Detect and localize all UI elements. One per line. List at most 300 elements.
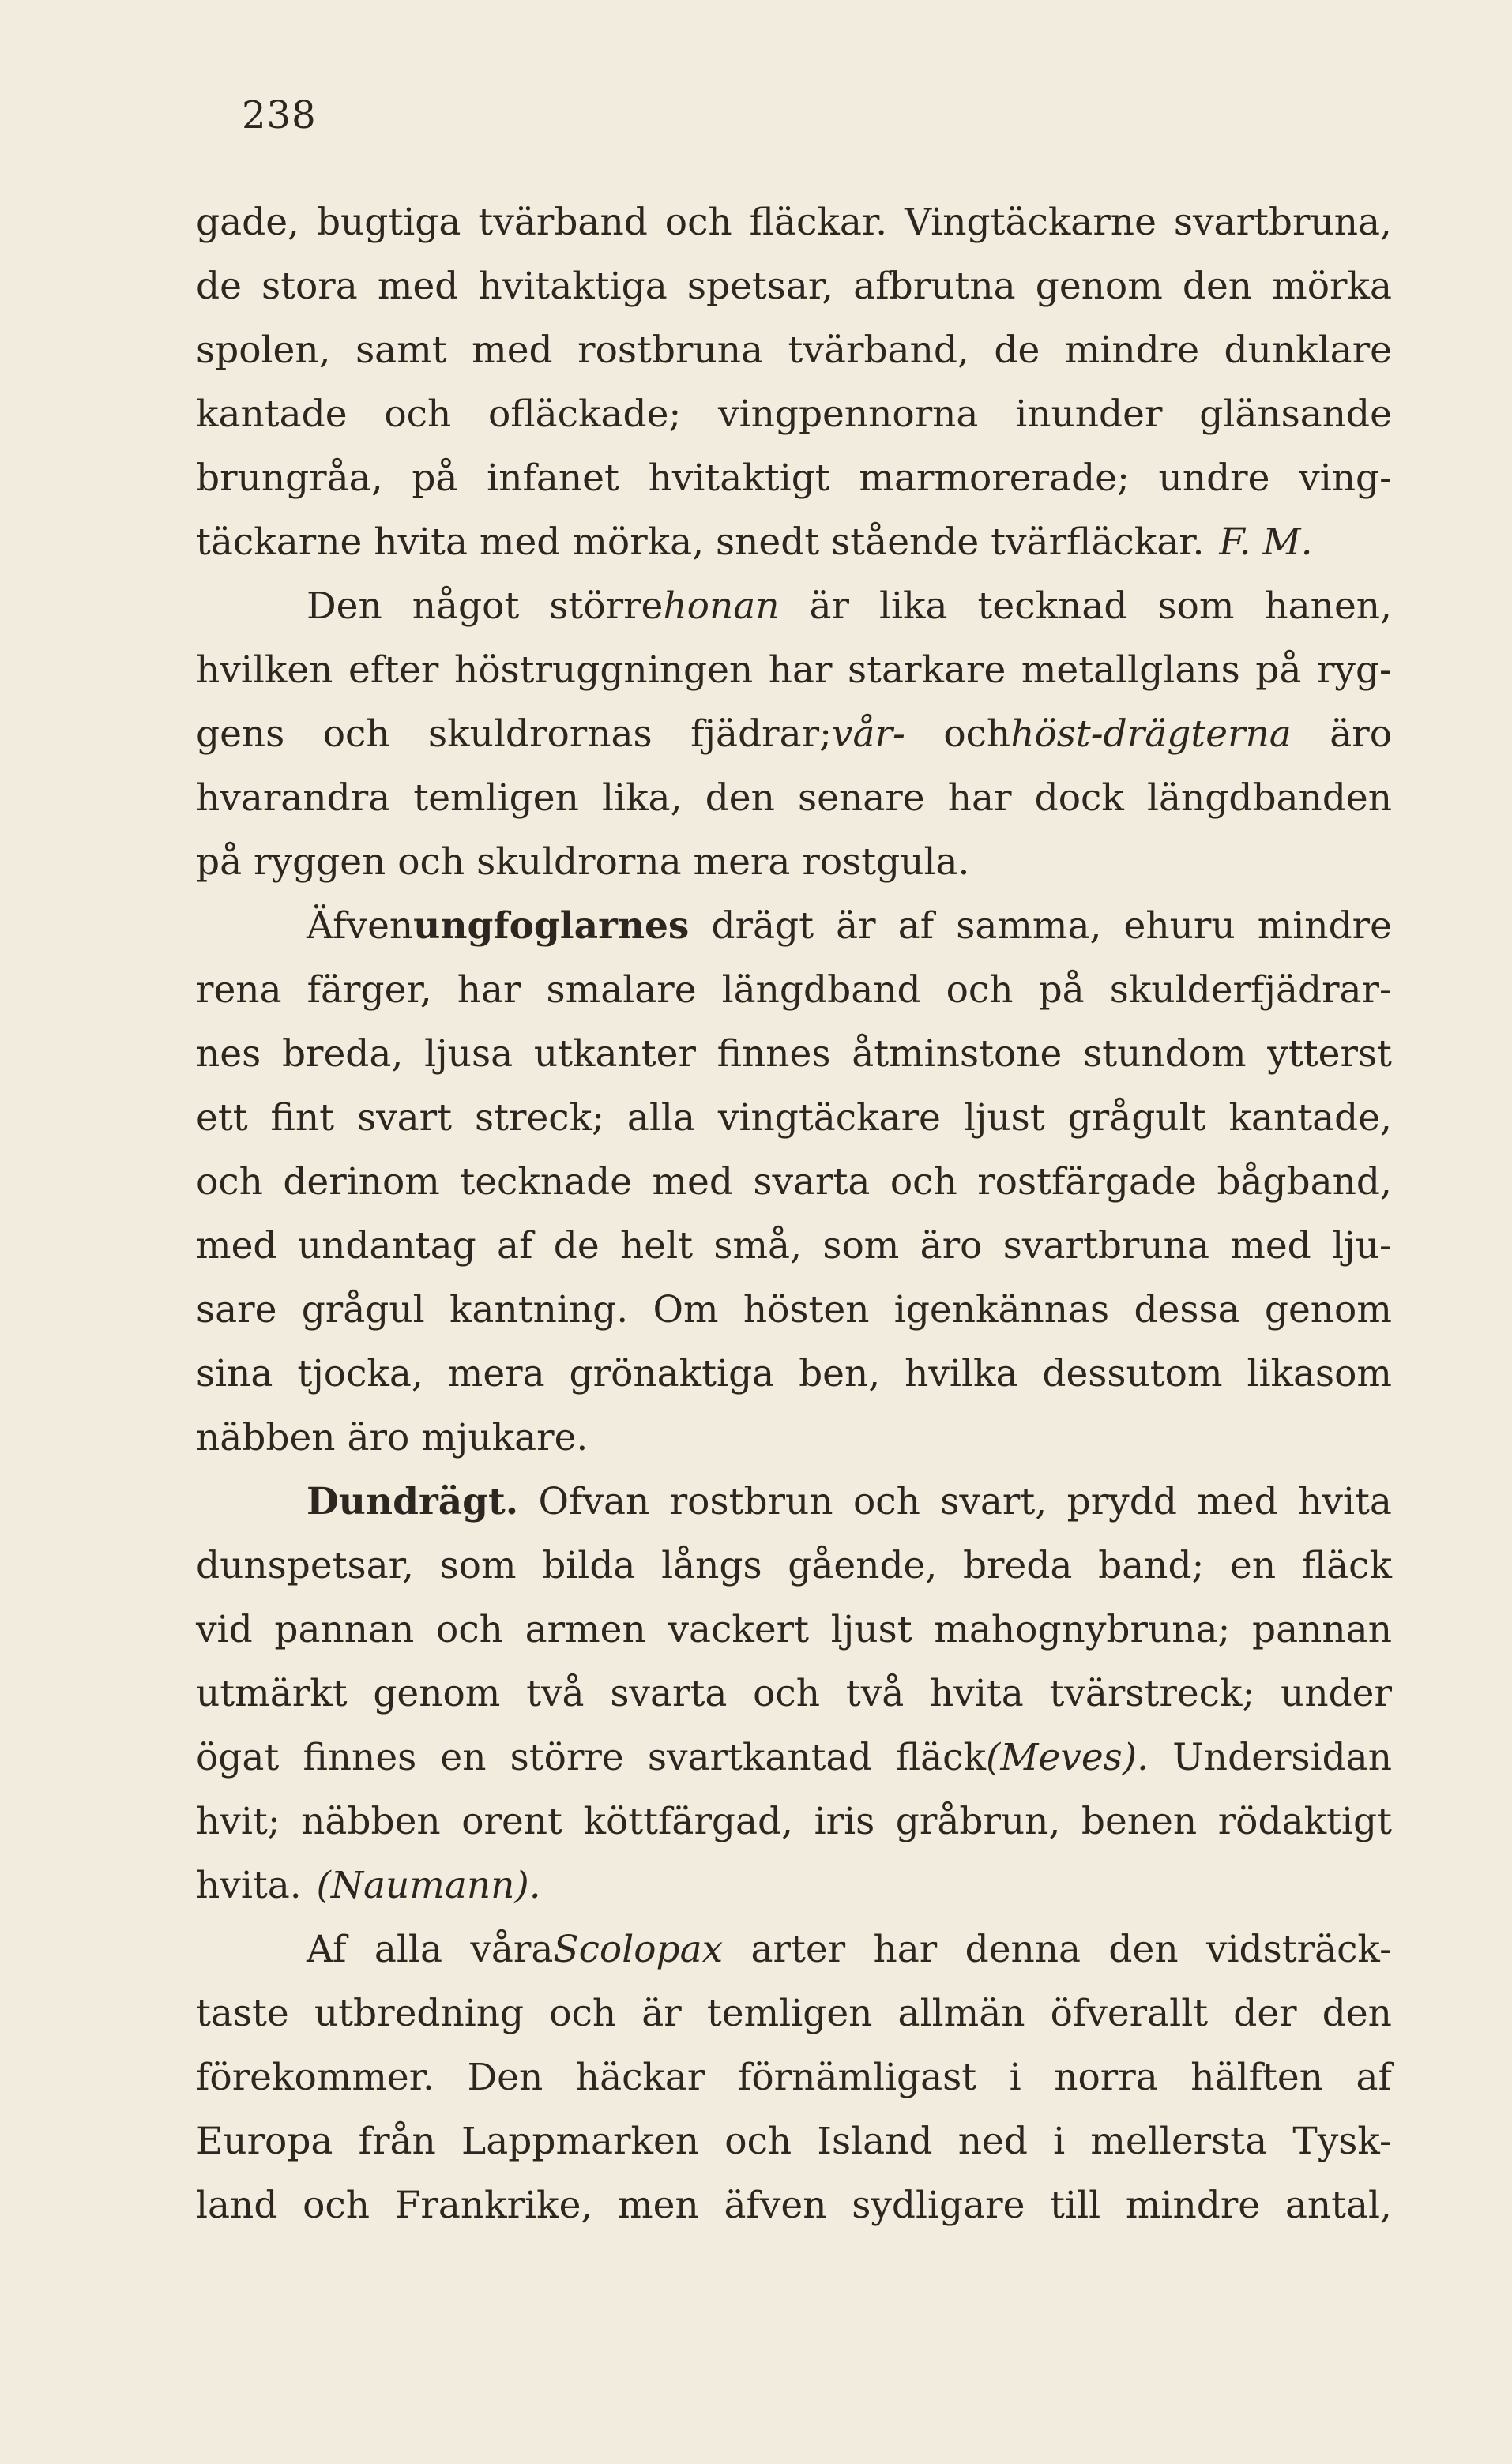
word-group (307, 583, 382, 630)
word-group (1265, 1286, 1392, 1334)
word-group (196, 327, 331, 374)
text-word: färger, (307, 968, 432, 1012)
text-word: åtminstone (852, 1032, 1063, 1076)
word-group (1230, 1223, 1311, 1270)
text-word: och (384, 393, 452, 436)
text-word: inunder (1015, 393, 1163, 436)
word-group (713, 1223, 802, 1270)
word-group (359, 2118, 436, 2165)
word-group (542, 1542, 635, 1590)
word-group (724, 2182, 826, 2229)
word-group (1159, 455, 1270, 502)
text-word: ned (957, 2120, 1028, 2163)
text-word: höst-drägterna (1010, 712, 1292, 756)
text-line (196, 519, 1392, 583)
word-group (1298, 1478, 1392, 1526)
word-group (1322, 1990, 1392, 2038)
word-group (898, 1990, 1025, 2038)
text-word: näbben (301, 1800, 441, 1843)
word-group (1206, 1926, 1392, 1974)
text-word: grågult (1067, 1096, 1206, 1140)
word-group (788, 327, 969, 374)
text-word: häckar (575, 2056, 705, 2099)
text-segment: täckarne hvita med mörka, snedt stående tvärfläckar. (196, 520, 1205, 564)
word-group (323, 711, 390, 758)
word-group (948, 775, 1012, 822)
text-word: och (303, 2184, 370, 2227)
word-group (940, 1478, 1047, 1526)
word-group (428, 711, 653, 758)
word-group (1049, 1670, 1254, 1718)
word-group (1035, 775, 1124, 822)
text-word: ett (196, 1096, 248, 1140)
text-word: större (510, 1736, 624, 1779)
text-word: en (440, 1736, 487, 1779)
word-group (549, 1990, 616, 2038)
word-group (314, 1990, 524, 2038)
word-group (1252, 1606, 1392, 1654)
word-group (282, 1031, 403, 1078)
text-word: efter (348, 648, 439, 692)
word-group (1021, 647, 1240, 694)
text-word: längdbanden (1146, 776, 1392, 820)
word-group (1264, 583, 1392, 630)
text-line (196, 1031, 1392, 1095)
word-group (196, 2054, 434, 2102)
text-word: fläckar. (749, 201, 888, 244)
word-group (196, 711, 284, 758)
word-group (534, 1031, 696, 1078)
text-word: skuldrornas (428, 712, 653, 756)
text-word: bågband, (1217, 1160, 1392, 1204)
word-group (1065, 327, 1199, 374)
word-group (1190, 2054, 1323, 2102)
text-word: fint (270, 1096, 335, 1140)
text-word: dessutom (1042, 1352, 1223, 1395)
word-group (271, 1095, 335, 1142)
text-word: den (705, 776, 775, 820)
text-word: streck; (474, 1096, 604, 1140)
word-group (1083, 1031, 1247, 1078)
word-group (1299, 455, 1392, 502)
text-word: och (664, 201, 732, 244)
text-word: med (472, 329, 553, 372)
text-word: finnes (717, 1032, 831, 1076)
text-word: som (1157, 584, 1235, 628)
text-word: breda (962, 1544, 1073, 1587)
body-text (196, 199, 1392, 2246)
text-word: är (809, 584, 849, 628)
text-word: tvärstreck; (1049, 1672, 1255, 1715)
word-group (965, 1926, 1081, 1974)
word-group (525, 1606, 646, 1654)
text-word: köttfärgad, (583, 1800, 794, 1843)
word-group (457, 967, 521, 1014)
text-word: prydd (1066, 1480, 1177, 1523)
word-group (1292, 2118, 1392, 2165)
text-word: svartbruna (1002, 1224, 1209, 1268)
word-group (994, 327, 1040, 374)
text-word: den (1322, 1992, 1392, 2035)
text-word: afbrutna (853, 265, 1016, 308)
word-group (848, 647, 1006, 694)
word-group (690, 711, 905, 758)
text-word: hvilka (905, 1352, 1018, 1395)
word-group (670, 1478, 833, 1526)
word-group (577, 327, 763, 374)
text-word: och (549, 1992, 617, 2035)
word-group (461, 1798, 562, 1846)
word-group (718, 391, 978, 438)
text-word: höstruggningen (453, 648, 754, 692)
word-group (196, 1223, 276, 1270)
word-group (196, 1286, 276, 1334)
text-word: undre (1158, 456, 1270, 500)
word-group (298, 1223, 476, 1270)
text-line (196, 263, 1392, 327)
word-group (440, 1542, 517, 1590)
text-word: kantning. (449, 1288, 629, 1332)
text-word: Vingtäckarne (905, 201, 1157, 244)
text-word: den (1108, 1928, 1179, 1971)
text-line (196, 1798, 1392, 1862)
word-group (1317, 647, 1392, 694)
text-word: tecknade (460, 1160, 633, 1204)
text-word: stundom (1083, 1032, 1247, 1076)
word-group (196, 1159, 263, 1206)
word-group (196, 1606, 253, 1654)
word-group (769, 647, 833, 694)
word-group (920, 1223, 983, 1270)
word-group (1302, 1542, 1392, 1590)
word-group (440, 1734, 486, 1782)
text-word: fläck (1301, 1544, 1392, 1587)
word-group (946, 967, 1014, 1014)
word-group (1126, 2182, 1260, 2229)
word-group (661, 1542, 762, 1590)
text-word: två (526, 1672, 585, 1715)
text-word: fläck (895, 1736, 986, 1779)
text-line (196, 1734, 1392, 1798)
word-group (1255, 647, 1301, 694)
text-word: stora (261, 265, 358, 308)
word-group (610, 1670, 727, 1718)
word-group (799, 1350, 880, 1398)
text-word: och (724, 2120, 792, 2163)
text-word: mahognybruna; (934, 1608, 1231, 1651)
word-group (196, 1031, 261, 1078)
text-word: mellersta (1090, 2120, 1268, 2163)
word-group (448, 1350, 545, 1398)
word-group (665, 199, 732, 246)
text-word: benen (1081, 1800, 1198, 1843)
word-group (1224, 327, 1392, 374)
text-word: fjädrar; (690, 712, 832, 756)
text-word: och (436, 1608, 503, 1651)
text-word: under (1281, 1672, 1392, 1715)
text-word: har (768, 648, 833, 692)
word-group (526, 1670, 584, 1718)
word-group (1051, 1990, 1209, 2038)
text-word: af (1356, 2056, 1392, 2099)
word-group (1197, 1478, 1277, 1526)
word-group (978, 583, 1128, 630)
text-word: utbredning (314, 1992, 525, 2035)
text-word: med (196, 1224, 277, 1268)
word-group (722, 967, 921, 1014)
word-group (424, 1031, 513, 1078)
word-group (1281, 1670, 1392, 1718)
text-word: svart (356, 1096, 453, 1140)
text-line (196, 775, 1392, 839)
word-group (570, 1350, 775, 1398)
text-word: metallglans (1021, 648, 1240, 692)
text-word: bilda (542, 1544, 636, 1587)
text-word: temligen (706, 1992, 873, 2035)
word-group (653, 1286, 718, 1334)
word-group (449, 1286, 628, 1334)
word-group (743, 1286, 870, 1334)
text-word: svarta (753, 1160, 871, 1204)
text-word: genom (1035, 265, 1163, 308)
word-group (943, 711, 1291, 758)
text-word: mindre (1257, 904, 1392, 948)
word-group (576, 2054, 705, 2102)
word-group (1217, 1159, 1392, 1206)
text-word: norra (1054, 2056, 1158, 2099)
word-group (412, 583, 520, 630)
word-group (738, 2054, 976, 2102)
word-group (846, 1670, 904, 1718)
text-word: samt (355, 329, 447, 372)
word-group (814, 1798, 875, 1846)
word-group (810, 583, 850, 630)
text-line (196, 327, 1392, 391)
text-word: lju- (1332, 1224, 1392, 1268)
text-word: pannan (1252, 1608, 1392, 1651)
text-line (196, 1286, 1392, 1350)
text-word: Island (817, 2120, 933, 2163)
text-word: marmorerade; (859, 456, 1130, 500)
text-word: mindre (1064, 329, 1200, 372)
word-group (196, 2118, 333, 2165)
text-word: glänsande (1199, 393, 1392, 436)
word-group (1332, 1223, 1392, 1270)
text-word: alla (374, 1928, 442, 1971)
text-word: de (196, 265, 242, 308)
word-group (905, 1350, 1017, 1398)
text-segment: hvita. (196, 1864, 302, 1907)
word-group (1172, 1734, 1392, 1782)
text-word: med (377, 265, 459, 308)
word-group (317, 199, 461, 246)
text-word: äro (1330, 712, 1392, 756)
word-group (357, 1095, 452, 1142)
text-word: utmärkt (196, 1672, 348, 1715)
word-group (1285, 2182, 1392, 2229)
word-group (196, 1095, 248, 1142)
word-group (956, 903, 1101, 950)
text-line (196, 2054, 1392, 2118)
word-group (934, 1606, 1230, 1654)
word-group (822, 1223, 899, 1270)
text-segment: på ryggen och skuldrorna mera rostgula. (196, 840, 970, 884)
word-group (196, 967, 282, 1014)
word-group (1356, 2054, 1392, 2102)
text-word: Tysk- (1292, 2120, 1392, 2163)
text-word: på (1038, 968, 1085, 1012)
word-group (1003, 1223, 1209, 1270)
word-group (724, 2118, 792, 2165)
text-word: till (1050, 2184, 1101, 2227)
text-word: dessa (1134, 1288, 1240, 1332)
text-line (196, 1223, 1392, 1286)
text-line (196, 1926, 1392, 1990)
text-word: rostfärgade (977, 1160, 1197, 1204)
word-group (384, 391, 451, 438)
text-word: äro (920, 1224, 983, 1268)
text-line (196, 583, 1392, 647)
word-group (852, 2182, 1025, 2229)
text-word: gade, (196, 201, 299, 244)
text-line (196, 1350, 1392, 1414)
text-word: ofläckade; (488, 393, 682, 436)
text-word: den (1182, 265, 1253, 308)
text-word: af (897, 904, 935, 948)
text-word: nes (196, 1032, 261, 1076)
word-group (1039, 967, 1085, 1014)
text-word: i (1053, 2120, 1066, 2163)
text-line (196, 1542, 1392, 1606)
word-group (478, 199, 647, 246)
text-word: våra (470, 1928, 554, 1971)
word-group (274, 1606, 414, 1654)
word-group (461, 2118, 699, 2165)
word-group (413, 775, 579, 822)
text-word: tecknad (977, 584, 1128, 628)
text-word: med (652, 1160, 733, 1204)
word-group (261, 263, 358, 310)
text-word: hvilken (196, 648, 333, 692)
text-word: på (1255, 648, 1302, 692)
word-group (687, 263, 833, 310)
text-word: de (553, 1224, 600, 1268)
word-group (436, 1606, 503, 1654)
word-group (618, 2182, 699, 2229)
word-group (487, 455, 619, 502)
text-word: hanen, (1264, 584, 1392, 628)
text-word: Den (307, 584, 382, 628)
text-word: Af (307, 1928, 347, 1971)
text-word: mörka (1272, 265, 1392, 308)
word-group (1267, 1031, 1392, 1078)
text-line (196, 903, 1392, 967)
word-group (196, 2182, 277, 2229)
word-group (874, 1926, 938, 1974)
text-word: ungfoglarnes (413, 904, 690, 948)
text-word: ryg- (1316, 648, 1392, 692)
text-word: är (836, 904, 876, 948)
text-word: iris (814, 1800, 875, 1843)
text-word: armen (525, 1608, 646, 1651)
word-group (488, 391, 681, 438)
word-group (549, 583, 779, 630)
text-word: med (1230, 1224, 1311, 1268)
text-word: hvita (1298, 1480, 1392, 1523)
text-word: antal, (1284, 2184, 1392, 2227)
text-word: längdband (721, 968, 921, 1012)
text-word: svart, (940, 1480, 1047, 1523)
word-group (905, 199, 1157, 246)
word-group (460, 1159, 632, 1206)
text-word: på (412, 456, 458, 500)
text-word: har (873, 1928, 938, 1971)
text-word: förnämligast (737, 2056, 977, 2099)
text-word: som (439, 1544, 517, 1587)
word-group (1042, 1350, 1222, 1398)
text-word: smalare (546, 968, 697, 1012)
word-group (1054, 2054, 1158, 2102)
text-line (196, 1606, 1392, 1670)
word-group (641, 1990, 682, 2038)
text-word: skulderfjädrar- (1109, 968, 1392, 1012)
text-word: spetsar, (686, 265, 834, 308)
word-group (718, 1095, 941, 1142)
text-word: samma, (956, 904, 1102, 948)
text-word: der (1233, 1992, 1297, 2035)
word-group (1081, 1798, 1197, 1846)
text-word: bugtiga (316, 201, 461, 244)
word-group (1258, 903, 1392, 950)
word-group (1053, 2118, 1065, 2165)
word-group (1015, 391, 1162, 438)
word-group (627, 1095, 695, 1142)
text-word: spolen, (196, 329, 331, 372)
word-group (196, 199, 299, 246)
text-word: infanet (487, 456, 619, 500)
text-word: hälften (1190, 2056, 1323, 2099)
word-group (454, 647, 753, 694)
text-word: utkanter (533, 1032, 696, 1076)
text-word: ytterst (1267, 1032, 1392, 1076)
word-group (963, 1542, 1072, 1590)
text-word: har (457, 968, 521, 1012)
text-word: små, (713, 1224, 803, 1268)
text-word: hvita (929, 1672, 1024, 1715)
text-word: likasom (1247, 1352, 1392, 1395)
text-segment: näbben äro mjukare. (196, 1416, 589, 1459)
text-line (196, 967, 1392, 1031)
text-word: och (196, 1160, 263, 1204)
text-word: allmän (897, 1992, 1025, 2035)
text-word: breda, (281, 1032, 404, 1076)
text-line (196, 839, 1392, 903)
text-word: lika (878, 584, 948, 628)
word-group (1068, 1095, 1206, 1142)
word-group (307, 903, 689, 950)
text-line (196, 455, 1392, 519)
text-word: hvarandra (196, 776, 391, 820)
word-group (478, 263, 667, 310)
word-group (1330, 711, 1392, 758)
text-word: drägt (711, 904, 814, 948)
text-word: vidsträck- (1205, 1928, 1392, 1971)
text-word: ljust (830, 1608, 912, 1651)
text-word: (Meves). (986, 1736, 1149, 1779)
page-number: 238 (242, 93, 317, 137)
text-word: dunspetsar, (196, 1544, 414, 1587)
word-group (1124, 903, 1236, 950)
